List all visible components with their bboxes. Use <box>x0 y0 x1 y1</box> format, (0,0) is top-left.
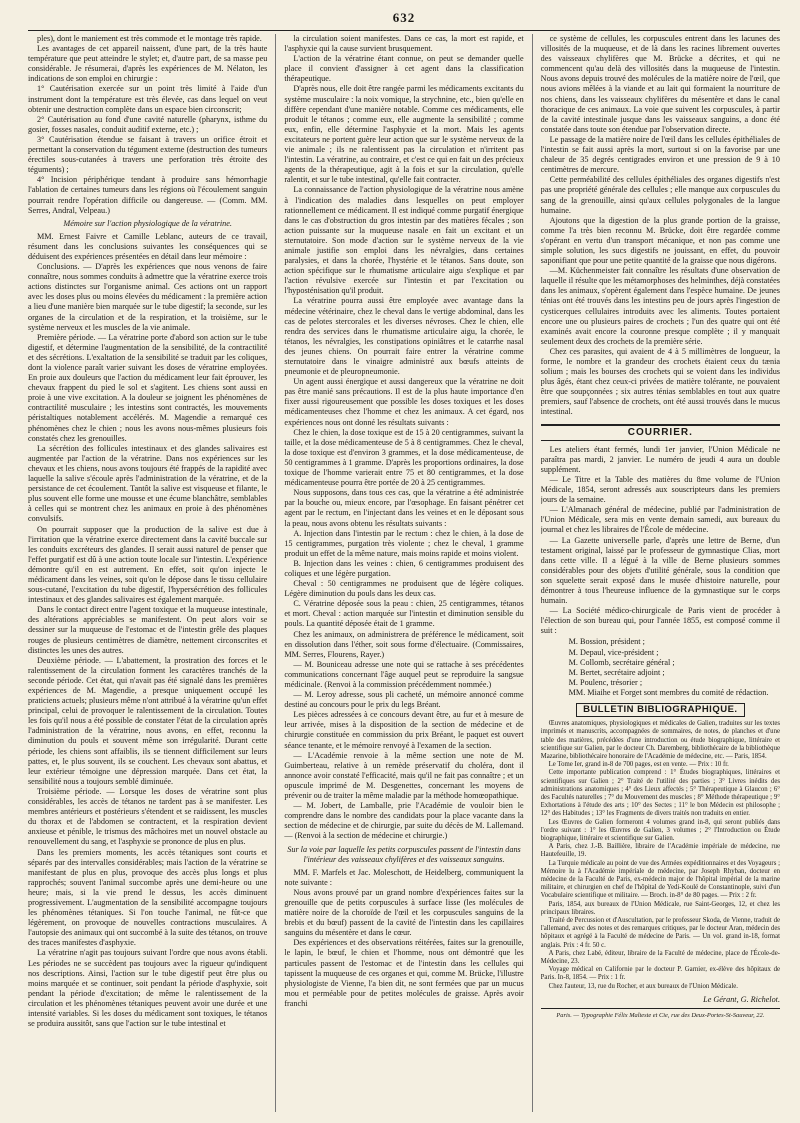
courrier-header <box>541 424 780 441</box>
paragraph: Nous supposons, dans tous ces cas, que la vératrine a été administrée par la bouche ou, mieux encore, par l'œsophage. En faisant pénétrer cet agent par le rectum, en l'injectant dans les veines et en le déposant sous la peau, nous avons obtenu les résultats suivants : <box>284 488 524 528</box>
paragraph: La Turquie médicale au point de vue des Armées expéditionnaires et des Voyageurs ; Mémoire lu à l'Académie impériale de médecine, par Joseph Rhyban, docteur en médecine de la Faculté de Paris, ex-médecin major de l'hôpital impérial de la marine militaire, et chirurgien en chef de l'hôpital de Yedi-Koulé de Constantinople, suivi d'un Vocabulaire scientifique et militaire. — Broch. in-8° de 80 pages. — Prix : 2 fr. <box>540 859 780 900</box>
member-line: M. Collomb, secrétaire général ; <box>568 657 675 667</box>
paragraph: — L'Académie renvoie à la même section une note de M. Guimberteau, relative à un remède préservatif du choléra, dont il annonce avoir constaté l'efficacité, mais qu'il ne fait pas connaître ; et un opuscule imprimé de M. Desgenettes, concernant les moyens de prévenir ou de traiter la même maladie par la méthode homœopathique. <box>284 750 524 801</box>
paragraph: D'après nous, elle doit être rangée parmi les médicaments excitants du système musculaire : la noix vomique, la strychnine, etc., bien qu'elle en diffère cependant d'une manière notable. Comme ces médicaments, elle produit le tétanos ; comme eux, elle augmente la sensibilité ; comme eux, enfin, elle détermine l'asphyxie et la mort. Mais les agents excitateurs ne portent guère leur action que sur le système nerveux de la vie animale ; ils ne ralentissent pas la circulation et n'irritent pas l'intestin. La vératrine, au contraire, et c'est ce qui en fait un des précieux agents de la thérapeutique, agit à la fois et sur la circulation, qu'elle ralentit, et sur le tube intestinal, qu'elle fait contracter. <box>284 84 524 185</box>
signature: Le Gérant, G. Richelot. <box>703 994 780 1004</box>
paragraph: Chez les animaux, on administrera de préférence le médicament, soit en dissolution dans l'éther, soit sous forme d'électuaire. (Commissaires, MM. Serres, Flourens, Rayer.) <box>284 629 524 659</box>
paragraph: Troisième période. — Lorsque les doses de vératrine sont plus considérables, les accès de tétanos ne tardent pas à se manifester. Les membres antérieurs et postérieurs s'étendent et se raidissent, les muscles du thorax et de l'abdomen se contractent, et la respiration devient anxieuse et pénible, le trismus des mâchoires met un nouvel obstacle au renouvellement du sang, et l'asphyxie se prononce de plus en plus. <box>28 786 268 847</box>
column-divider <box>532 34 533 1112</box>
paragraph: — M. Jobert, de Lamballe, prie l'Académie de vouloir bien le comprendre dans le nombre des candidats pour la place vacante dans la section de médecine et de chirurgie, par suite du décès de M. Lallemand. — (Renvoi à la section de médecine et chirurgie.) <box>284 801 524 841</box>
paragraph: La vératrine pourra aussi être employée avec avantage dans la médecine vétérinaire, chez le cheval dans le vertige abdominal, dans les cas de pelotes stercorales et les diverses névroses. Chez le chien, elle rendra des services dans le rhumatisme articulaire aigu, la chorée, le tétanos, les névralgies, les constipations opiniâtres et le catarrhe nasal des jeunes chiens. On pourrait faire entrer la vératrine comme sternutatoire dans le vinaigre administré aux bœufs atteints de pneumonie et de pleuropneumonie. <box>284 296 524 377</box>
paragraph: L'action de la vératrine étant connue, on peut se demander quelle place il convient d'assigner à cet agent dans la classification thérapeutique. <box>284 54 524 84</box>
page-number: 632 <box>392 10 416 25</box>
paragraph: Première période. — La vératrine porte d'abord son action sur le tube digestif, et détermine l'augmentation de la sensibilité, de la contractilité et des sécrétions. L'exaltation de la sensibilité se traduit par les coliques, dont la violence paraît varier suivant les doses de vératrine employées. En proie aux douleurs que l'action du médicament leur fait éprouver, les chevaux frappent du pied le sol et s'agitent. Les chiens sont aussi en proie à une vive excitation. A la douleur se joignent les phénomènes de contractilité musculaire ; les intestins sont contractés, les mouvements péristaltiques notablement accélérés. M. Magendie a remarqué ces phénomènes chez le chien ; nous les avons nous-mêmes plusieurs fois constatés chez les grenouilles. <box>28 332 268 443</box>
courrier-title: COURRIER. <box>627 426 693 438</box>
paragraph: Les avantages de cet appareil naissent, d'une part, de la très haute température que peut atteindre le stylet; et, d'autre part, de sa masse peu considérable. Je résumerai, d'après les expériences de M. Nélaton, les indications de son emploi en chirurgie : <box>28 44 268 84</box>
paragraph: Cette perméabilité des cellules épithéliales des organes digestifs n'est pas une propriété générale des cellules ; elle manque aux corpuscules du sang de la grenouille, ainsi qu'aux cellules polygonales de la langue humaine. <box>540 175 780 215</box>
courrier-members <box>569 637 780 698</box>
paragraph: la circulation soient manifestes. Dans ce cas, la mort est rapide, et l'asphyxie qui la cause survient brusquement. <box>284 34 524 54</box>
paragraph: MM. Ernest Faivre et Camille Leblanc, auteurs de ce travail, résument dans les conclusions suivantes les conséquences qui se déduisent des expériences présentées en détail dans leur mémoire : <box>28 231 268 261</box>
paragraph: La vératrine n'agit pas toujours suivant l'ordre que nous avons établi. Les périodes ne se succèdent pas toujours avec la rigueur qu'indiquent nos descriptions. Ainsi, l'action sur le tube digestif peut être plus ou moins marquée et se continuer, soit pendant la période d'asphyxie, soit pendant la période d'excitation; de même le ralentissement de la circulation et les phénomènes tétaniques peuvent avoir une durée et une intensité variables. Si les doses du médicament sont toxiques, le tétanos se produira aussitôt, sans que l'action sur le tube intestinal et <box>28 948 268 1029</box>
columns <box>28 34 780 1112</box>
paragraph: Les Œuvres de Galien formeront 4 volumes grand in-8, qui seront publiés dans l'ordre suivant : 1° les Œuvres de Galien, 3 volumes ; 2° l'Introduction ou Étude biographique, littéraire et scientifique sur Galien. <box>540 818 780 842</box>
paragraph: Dans les premiers moments, les accès tétaniques sont courts et séparés par des intervalles considérables; mais l'action de la vératrine se manifestant de plus en plus, provoque des accès plus longs et plus rapprochés; souvent l'animal succombe après une demi-heure ou une heure; mais, si la vie prend le dessus, les accès diminuent progressivement. L'augmentation de la sensibilité accompagne toujours les phénomènes tétaniques. Si l'on touche l'animal, ne fût-ce que légèrement, on provoque de nouvelles contractions musculaires. A l'autopsie des animaux qui ont succombé à la suite des tétanos, on trouve des traces manifestes d'asphyxie. <box>28 847 268 948</box>
bulletin-header <box>541 699 780 720</box>
paragraph: —M. Küchenmeister fait connaître les résultats d'une observation de laquelle il résulte que les métamorphoses des helminthes, déjà constatées dans les animaux, s'opèrent également dans l'espèce humaine. De jeunes ténias ont été trouvés dans les intestins peu de jours après l'ingestion de cysticerques cellulaires introduits avec les aliments. Toutes portaient encore une ou plusieurs paires de crochets ; l'un des quatre qui ont été examinés avait encore la couronne presque complète ; il y manquait seulement deux des crochets de la première série. <box>540 266 780 346</box>
paragraph: MM. F. Marfels et Jac. Moleschott, de Heidelberg, communiquent la note suivante : <box>284 867 524 887</box>
paragraph: Le Tome Ier, grand in-8 de 700 pages, est en vente. — Prix : 10 fr. <box>548 761 729 769</box>
paragraph: Un agent aussi énergique et aussi dangereux que la vératrine ne doit pas être manié sans précautions. Il est de la plus haute importance d'en fixer aussi rigoureusement que possible les doses toxiques et les doses médicamenteuses chez l'homme et chez les animaux. A cet égard, nos expériences nous ont donné les résultats suivants : <box>284 377 524 427</box>
member-line: M. Poulenc, trésorier ; <box>568 677 643 687</box>
paragraph: 1° Cautérisation exercée sur un point très limité à l'aide d'un instrument dont la température est très élevée, cas dans lequel on veut obtenir une destruction complète dans un espace bien circonscrit; <box>28 84 268 114</box>
imprint: Paris. — Typographie Félix Malteste et Cie, rue des Deux-Portes-St-Sauveur, 22. <box>541 1008 780 1021</box>
paragraph: C. Vératrine déposée sous la peau : chien, 25 centigrammes, tétanos et mort. Cheval : action marquée sur l'intestin et diminution sensible du pouls. La quantité déposée était de 1 gramme. <box>284 599 524 629</box>
paragraph: Sur la voie par laquelle les petits corpuscules passent de l'intestin dans l'intérieur des vaisseaux chylifères et des vaisseaux sanguins. <box>287 844 521 864</box>
paragraph: Œuvres anatomiques, physiologiques et médicales de Galien, traduites sur les textes imprimés et manuscrits, accompagnées de sommaires, de notes, de planches et d'une table des matières, précédées d'une introduction ou étude biographique, littéraire et scientifique sur Galien, par le docteur Ch. Daremberg, bibliothécaire de la bibliothèque Mazarine, bibliothécaire honoraire de l'Académie de médecine, etc. — Paris, 1854. <box>540 720 780 760</box>
member-line: MM. Miaihe et Forget sont membres du comité de rédaction. <box>568 687 769 697</box>
paragraph: A Paris, chez Labé, éditeur, libraire de la Faculté de médecine, place de l'École-de-Médecine, 23. <box>540 949 780 965</box>
paragraph: — Le Titre et la Table des matières du 8me volume de l'Union Médicale, 1854, seront adressés aux souscripteurs dans les premiers jours de la semaine. <box>540 474 780 505</box>
paragraph: La connaissance de l'action physiologique de la vératrine nous amène à l'indication des maladies dans lesquelles on peut employer rationnellement ce médicament. Il est indiqué comme purgatif énergique dans le cas d'obstruction du gros intestin par des matières fécales ; son action puissante sur la muqueuse nasale en fait un excitant et un sternutatoire. Son mode d'action sur le système nerveux de la vie animale justifie son emploi dans les névralgies, dans certaines paralysies, et dans la chorée, l'hystérie et le tétanos. Sans doute, son action spécifique sur le rhumatisme articulaire aigu s'explique et par l'action révulsive exercée sur l'intestin et par l'excitation ou l'hyposténisation qu'il produit. <box>284 185 524 296</box>
paragraph: Deuxième période. — L'abattement, la prostration des forces et le ralentissement de la circulation forment les caractères tranchés de la seconde période. Cet état, qui n'avait pas été signalé dans les premières expériences de M. Magendie, a presque uniquement occupé les praticiens actuels; plusieurs même n'ont attribué à la vératrine qu'un effet principal, celui de provoquer le ralentissement de la circulation. Toutes les fois qu'il nous a été possible de constater l'état de la circulation après l'administration de la vératrine, nous avons, en effet, reconnu la diminution du pouls et souvent même son irrégularité. Durant cette période, les chiens sont affaiblis, ils se tiennent difficilement sur leurs pattes, et, le plus souvent, ils se couchent. Les chevaux sont abattus, et leur extérieur témoigne une dépression marquée. Dans cet état, la sensibilité nous a toujours semblé diminuée. <box>28 655 268 786</box>
paragraph: A. Injection dans l'intestin par le rectum : chez le chien, à la dose de 15 centigrammes, purgation très violente ; chez le cheval, 1 gramme produit un effet de la même nature, mais moins rapide et moins violent. <box>284 528 524 558</box>
paragraph: Cette importante publication comprend : 1° Études biographiques, littéraires et scientifiques sur Galien ; 2° Traité de l'utilité des parties ; 3° Livres inédits des administrations anatomiques ; 4° des Lieux affectés ; 5° Thérapeutique à Glaucon ; 6° des Facultés naturelles ; 7° du Mouvement des muscles ; 8° Méthode thérapeutique ; 9° Exhortations à l'étude des arts ; 10° des Sectes ; 11° le bon Médecin est philosophe ; 12° des Habitudes ; 13° les Fragments de divers traités non traduits en entier. <box>540 769 780 818</box>
paragraph: — L'Almanach général de médecine, publié par l'administration de l'Union Médicale, sera mis en vente demain samedi, aux bureaux du journal et chez les libraires de l'École de médecine. <box>540 505 780 535</box>
column-divider <box>275 34 276 1112</box>
paragraph: Paris, 1854, aux bureaux de l'Union Médicale, rue Saint-Georges, 12, et chez les principaux libraires. <box>540 900 780 916</box>
paragraph: — M. Leroy adresse, sous pli cacheté, un mémoire annoncé comme destiné au concours pour le prix du legs Bréant. <box>284 690 524 710</box>
paragraph: Voyage médical en Californie par le docteur P. Garnier, ex-élève des hôpitaux de Paris. In-8, 1854. — Prix : 1 fr. <box>540 966 780 982</box>
paragraph: B. Injection dans les veines : chien, 6 centigrammes produisent des coliques et une légère purgation. <box>284 558 524 578</box>
paragraph: Chez le chien, la dose toxique est de 15 à 20 centigrammes, suivant la taille, et la dose médicamenteuse de 5 à 8 centigrammes. Chez le cheval, la dose toxique est d'environ 3 grammes, et la dose médicamenteuse, de 50 centigrammes à 1 gramme. D'après les proportions ordinaires, la dose toxique de l'homme varierait entre 75 et 80 centigrammes, et la dose médicamenteuse pourra être portée de 20 à 25 centigrammes. <box>284 427 524 488</box>
paragraph: Les pièces adressées à ce concours devant être, au fur et à mesure de leur arrivée, mises à la disposition de la section de médecine et de chirurgie constituée en commission du prix Bréant, le paquet est ouvert séance tenante, et le mémoire renvoyé à l'examen de la section. <box>284 710 524 750</box>
header-rule <box>28 30 780 31</box>
paragraph: La sécrétion des follicules intestinaux et des glandes salivaires est augmentée par l'action de la vératrine. Dans nos expériences sur les chevaux et les chiens, nous avons toujours été frappés de la rapidité avec laquelle la salive s'écoule après l'administration de la vératrine, et de la persistance de cet écoulement. Tantôt la salive est visqueuse et filante, le plus souvent elle forme une mousse et une écume blanchâtre, semblables à celles qui se montrent chez les animaux en proie à des phénomènes convulsifs. <box>28 443 268 524</box>
paragraph: ples), dont le maniement est très commode et le montage très rapide. <box>37 34 262 43</box>
bulletin-title: BULLETIN BIBLIOGRAPHIQUE. <box>576 703 744 717</box>
member-line: M. Bossion, président ; <box>568 637 645 647</box>
column-2 <box>284 34 523 1112</box>
paragraph: — M. Bouniceau adresse une note qui se rattache à ses précédentes communications concernant l'âge auquel peut se reproduire la sangsue médicinale. (Renvoi à la commission précédemment nommée.) <box>284 659 524 689</box>
paragraph: Des expériences et des observations réitérées, faites sur la grenouille, le lapin, le bœuf, le chien et l'homme, nous ont démontré que les particules passent de l'estomac et de l'intestin dans les cellules qui tapissent la muqueuse de ces organes et qui, comme M. Brücke, l'illustre physiologiste de Vienne, l'a bien dit, ne sont fermées que par un mucus mou et perméable pour de petites molécules de graisse. Après avoir franchi <box>284 938 524 1008</box>
paragraph: Conclusions. — D'après les expériences que nous venons de faire connaître, nous sommes conduits à admettre que la vératrine exerce trois actions distinctes sur l'organisme animal. Ces actions ont un rapport avec les doses plus ou moins élevées du médicament : la première action a lieu d'une manière bien marquée sur le tube digestif; la seconde, sur les organes de la circulation et de la respiration, et la troisième, sur le système nerveux et les muscles de la vie animale. <box>28 262 268 332</box>
paragraph: Ajoutons que la digestion de la plus grande portion de la graisse, comme l'a très bien reconnu M. Brücke, doit être regardée comme s'opérant en vertu d'un transport mécanique, et non pas comme une simple solution, les sucs digestifs ne jouissant, en effet, du pouvoir saponifiant que pour une petite quantité de la graisse que nous digérons. <box>540 215 780 266</box>
bulletin-body <box>541 720 780 991</box>
paragraph: Nous avons prouvé par un grand nombre d'expériences faites sur la grenouille que de petits corpuscules à surface lisse (les molécules de matière noire de la choroïde de l'œil et les corpuscules sanguins de la brebis et du bœuf) passent de la cavité de l'intestin dans les capillaires sanguins du mésentère et dans le cœur. <box>284 887 524 938</box>
courrier-body <box>541 445 780 637</box>
paragraph: ce système de cellules, les corpuscules entrent dans les lacunes des villosités de la muqueuse, et de là dans les racines librement ouvertes des vaisseaux chylifères que M. Brücke a décrites, et qui ne commencent qu'au delà des villosités dans la muqueuse de l'intestin. Nous avons depuis trouvé des molécules de la matière noire de l'œil, que nous avions mêlées à la viande et au lait qui formaient la nourriture de nos chiens, dans les vaisseaux chylifères du mésentère et dans le canal thoracique de ces animaux. La voie que suivent les corpuscules, à partir de la cavité intestinale jusque dans les vaisseaux sanguins, a donc été constatée dans toute son étendue par l'observation directe. <box>540 34 780 134</box>
paragraph: — La Société médico-chirurgicale de Paris vient de procéder à l'élection de son bureau qui, pour l'année 1855, est composé comme il suit : <box>540 606 780 636</box>
paragraph: 4° Incision périphérique tendant à produire sans hémorrhagie l'ablation de certaines tumeurs dans les régions où l'écoulement sanguin pourrait rendre l'opération difficile ou dangereuse. — (Comm. MM. Serres, Andral, Velpeau.) <box>28 175 268 215</box>
paragraph: Dans le contact direct entre l'agent toxique et la muqueuse intestinale, des altérations appréciables se manifestent. On peut alors voir se dessiner sur la muqueuse de l'estomac et de l'intestin grêle des plaques rouges de plusieurs centimètres de diamètre, nettement circonscrites et distinctes les unes des autres. <box>28 605 268 655</box>
newspaper-page <box>28 10 780 1113</box>
paragraph: Mémoire sur l'action physiologique de la vératrine. <box>63 218 232 228</box>
column-3 <box>541 34 780 1112</box>
paragraph: 3° Cautérisation étendue se faisant à travers un orifice étroit et permettant la conservation du tégument externe (destruction des tumeurs érectiles sous-cutanées à travers une perforation très étroite des téguments) ; <box>28 134 268 175</box>
column-3-body <box>541 34 780 418</box>
paragraph: Chez l'auteur, 13, rue du Rocher, et aux bureaux de l'Union Médicale. <box>548 982 738 990</box>
paragraph: 2° Cautérisation au fond d'une cavité naturelle (pharynx, isthme du gosier, fosses nasales, conduit auditif externe, etc.) ; <box>28 114 268 134</box>
paragraph: On pourrait supposer que la production de la salive est due à l'irritation que la vératrine exerce directement dans la cavité buccale sur les conduits excréteurs des glandes. Il serait aussi naturel de penser que l'effet purgatif est dû à une action toute locale sur l'intestin. L'expérience démontre qu'il en est autrement. En effet, soit qu'on injecte le médicament dans les veines, soit qu'on le dépose dans le tissu cellulaire sous-cutané, l'excitation du tube digestif, l'hypersécrétion des follicules intestinaux et des glandes salivaires est également marquée. <box>28 524 268 605</box>
paragraph: Les ateliers étant fermés, lundi 1er janvier, l'Union Médicale ne paraîtra pas mardi, 2 janvier. Le numéro de jeudi 4 aura un double supplément. <box>540 444 780 474</box>
member-line: M. Bertet, secrétaire adjoint ; <box>568 667 665 677</box>
paragraph: — La Gazette universelle parle, d'après une lettre de Berne, d'un testament original, laissé par le professeur de gymnastique Clias, mort dans cette ville. Il a légué à la ville de Berne plusieurs sommes considérables pour des objets d'utilité générale, sous la condition que son squelette serait exposé dans le musée d'histoire naturelle, pour démontrer à tous l'heureuse influence de la gymnastique sur le corps humain. <box>540 535 780 606</box>
paragraph: Cheval : 50 centigrammes ne produisent que de légère coliques. Légère diminution du pouls dans les deux cas. <box>284 579 524 599</box>
paragraph: A Paris, chez J.-B. Baillière, libraire de l'Académie impériale de médecine, rue Hautefeuille, 19. <box>540 843 780 859</box>
member-line: M. Depaul, vice-président ; <box>568 647 659 657</box>
paragraph: Le passage de la matière noire de l'œil dans les cellules épithéliales de l'intestin se fait aussi après la mort, surtout si on la favorise par une chaleur de 35 degrés centigrades environ et une pression de 9 à 10 centimètres de mercure. <box>540 134 780 175</box>
column-1 <box>28 34 267 1112</box>
paragraph: Traité de Percussion et d'Auscultation, par le professeur Skoda, de Vienne, traduit de l'allemand, avec des notes et des remarques critiques, par le docteur Aran, médecin des hôpitaux et agrégé à la Faculté de médecine de Paris. — Un vol. grand in-18, format anglais. Prix : 4 fr. 50 c. <box>540 916 780 949</box>
paragraph: Chez ces parasites, qui avaient de 4 à 5 millimètres de longueur, la forme, le nombre et la grandeur des crochets étaient ceux du tænia solium ; mais les bourses des crochets qui se voient dans les individus plus âgés, étant chez ceux-ci privées de matière tolérante, ne pouvaient être que soupçonnées ; six autres ténias semblables en tout aux quatre premiers, sauf l'absence de crochets, ont été aussi trouvés dans le mucus intestinal. <box>540 346 780 417</box>
